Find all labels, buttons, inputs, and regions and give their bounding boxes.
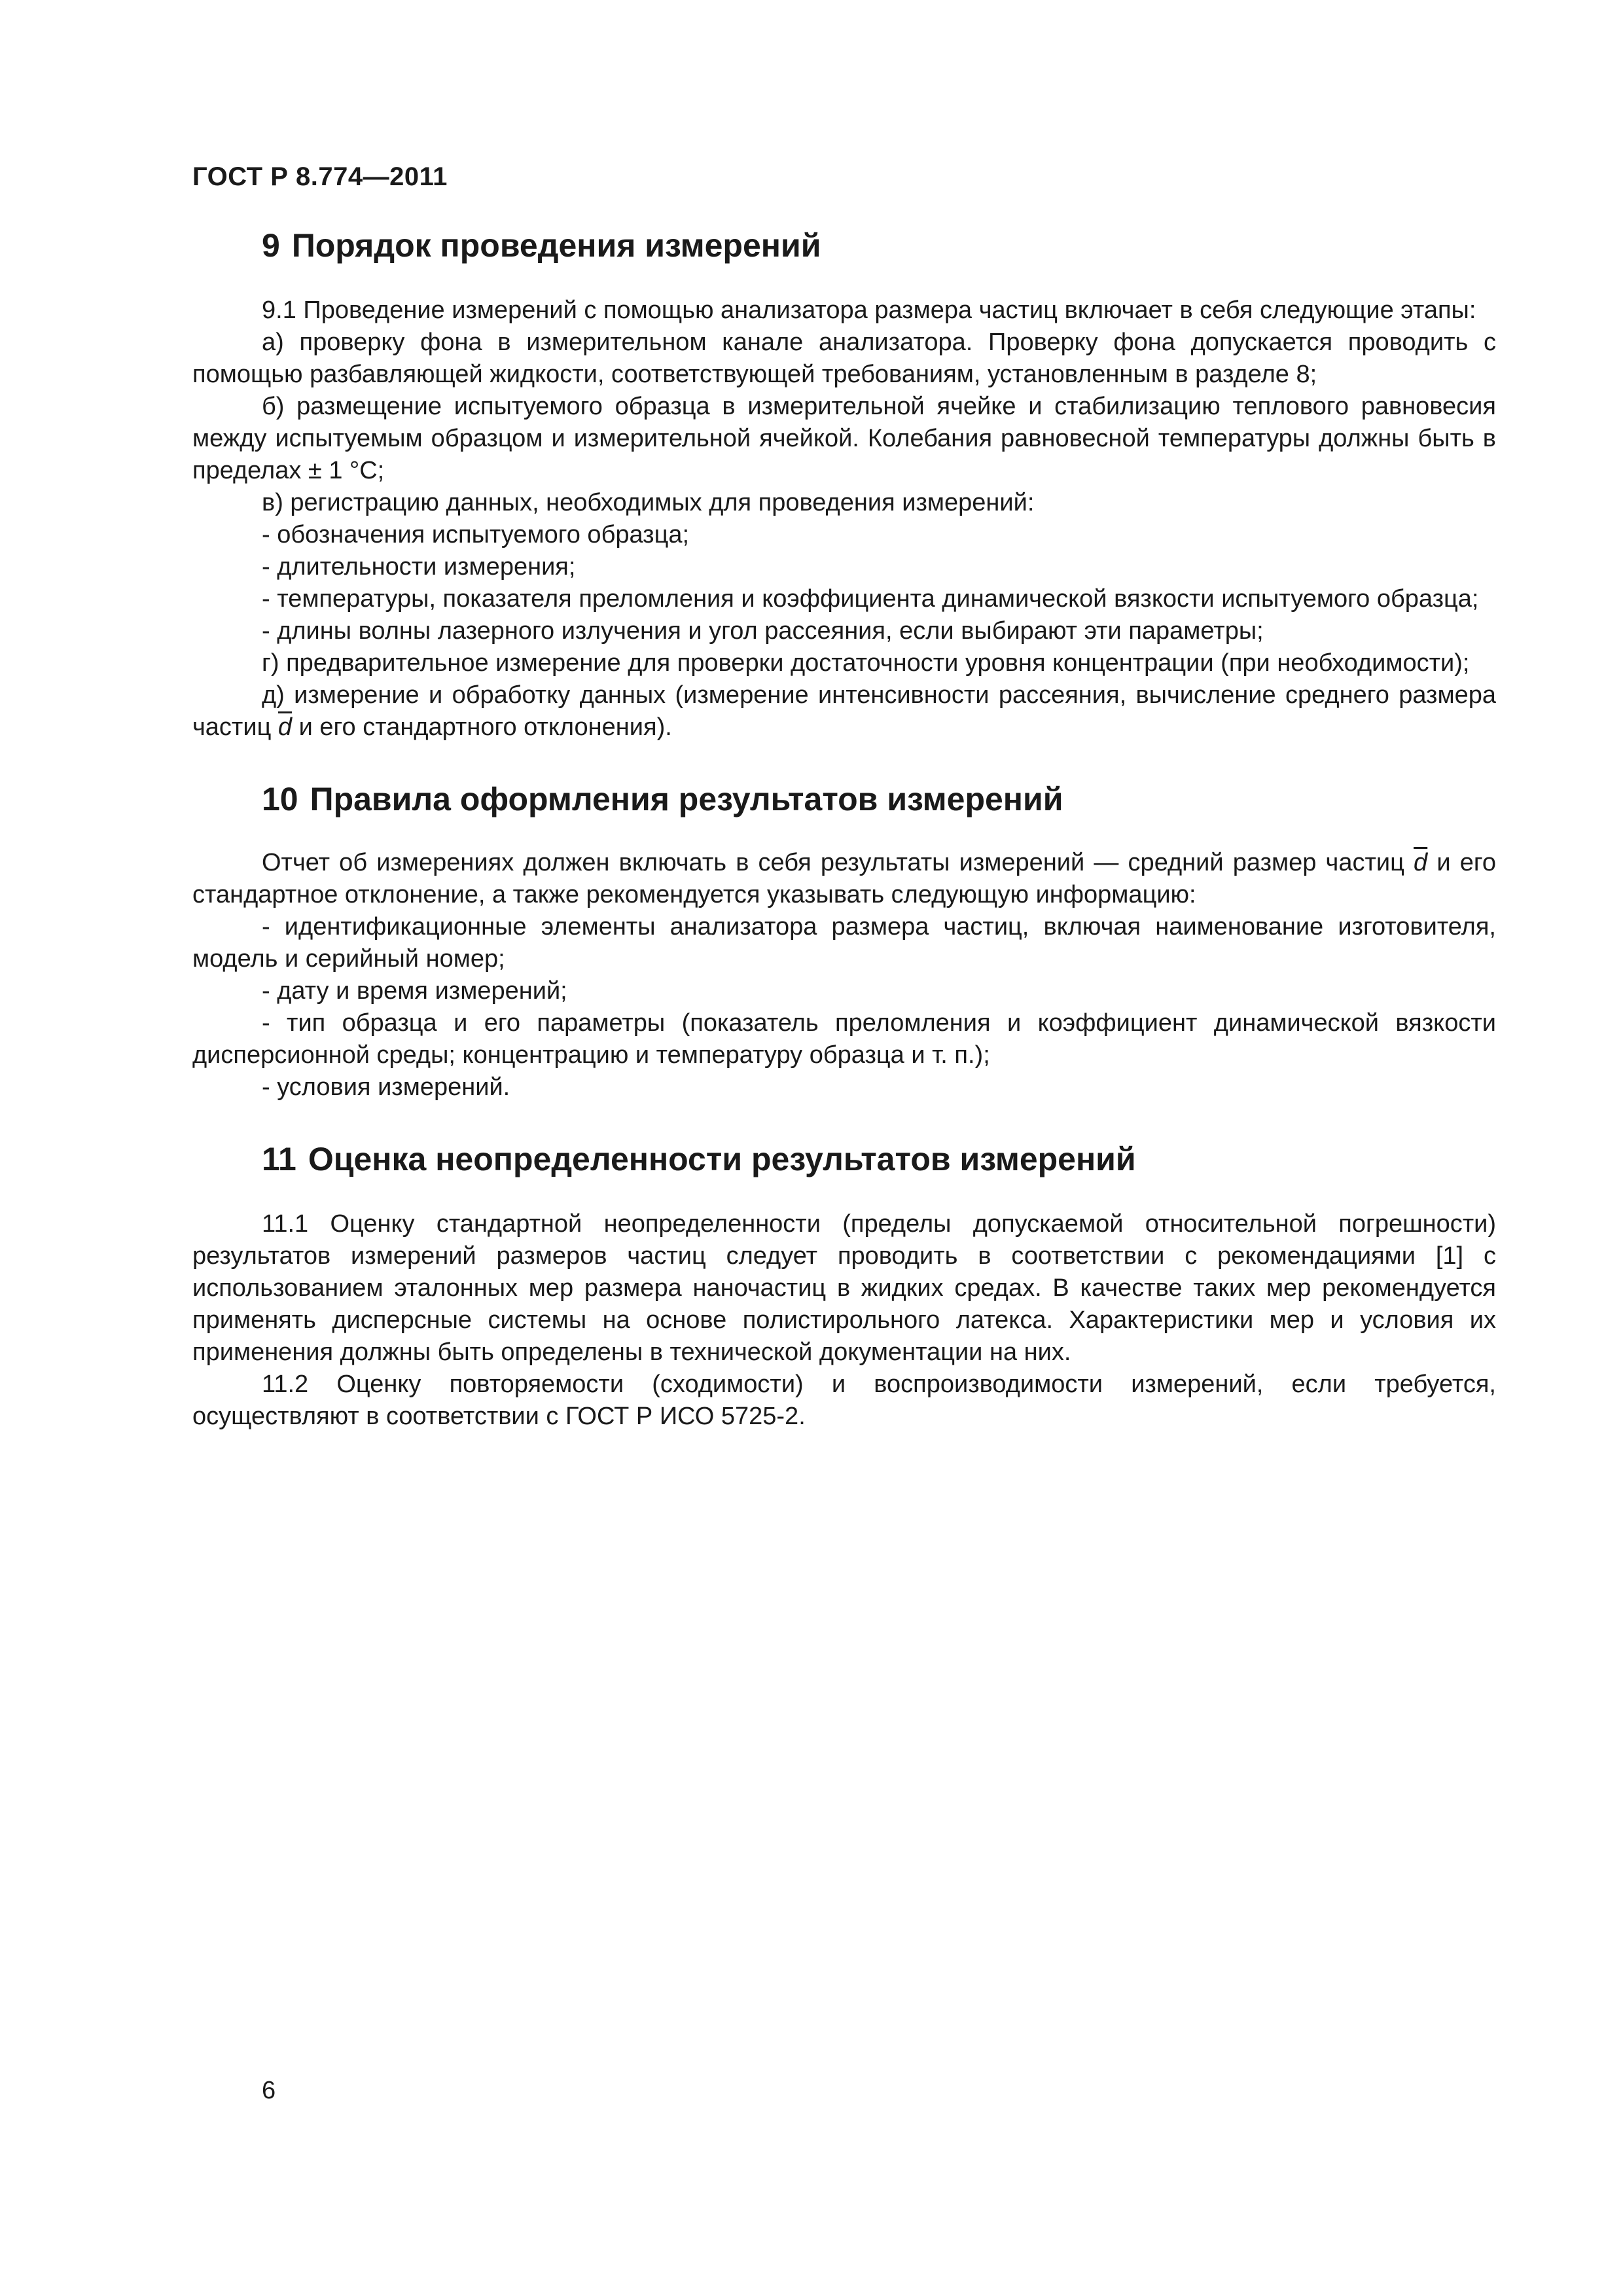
section-11-paragraph: 11.1 Оценку стандартной неопределенности (пределы допускаемой относительной погрешности) результатов измерений размеров частиц следует проводить в соответствии с рекомендациями [1] с использованием эталонных мер размера наночастиц в жидких средах. В качестве таких мер рекомендуется применять дисперсные системы на основе полистирольного латекса. Характеристики мер и условия их применения должны быть определены в технической документации на них. [192, 1210, 1496, 1366]
section-10-title: Правила оформления результатов измерений [310, 781, 1063, 817]
section-9-list-item: - длительности измерения; [262, 553, 576, 581]
section-10-heading [192, 776, 1496, 822]
section-10-paragraph [192, 847, 1496, 911]
document-body [192, 223, 1496, 1433]
section-9-heading [192, 223, 1496, 268]
section-9-list-item: - длины волны лазерного излучения и угол рассеяния, если выбирают эти параметры; [262, 617, 1264, 645]
section-9-paragraph: 9.1 Проведение измерений с помощью анализатора размера частиц включает в себя следующие этапы: [262, 296, 1476, 324]
section-10-number: 10 [262, 781, 298, 817]
mean-diameter-symbol: $\overline{d}$ [1414, 849, 1428, 876]
section-11-title: Оценка неопределенности результатов измерений [308, 1141, 1136, 1177]
section-9-paragraph: а) проверку фона в измерительном канале анализатора. Проверку фона допускается проводить с помощью разбавляющей жидкости, соответствующей требованиям, установленным в разделе 8; [192, 329, 1496, 388]
page-number: 6 [262, 2077, 276, 2104]
section-10-list-item: - условия измерений. [262, 1073, 510, 1101]
section-10-list-item: - идентификационные элементы анализатора размера частиц, включая наименование изготовителя, модель и серийный номер; [192, 913, 1496, 973]
section-9-paragraph [192, 679, 1496, 744]
section-9-paragraph: г) предварительное измерение для проверки достаточности уровня концентрации (при необходимости); [262, 649, 1470, 677]
section-9-list-item: - обозначения испытуемого образца; [262, 521, 690, 548]
text-fragment: Отчет об измерениях должен включать в себя результаты измерений — средний размер частиц [262, 849, 1414, 876]
text-fragment: и его стандартного отклонения). [292, 713, 672, 741]
section-11-paragraph: 11.2 Оценку повторяемости (сходимости) и воспроизводимости измерений, если требуется, осуществляют в соответствии с ГОСТ Р ИСО 5725-2. [192, 1371, 1496, 1430]
section-9-number: 9 [262, 227, 280, 264]
section-10-list-item: - дату и время измерений; [262, 977, 567, 1005]
text-fragment: и его стандартное отклонение, а также рекомендуется указывать следующую информацию: [192, 849, 1497, 908]
section-9-title: Порядок проведения измерений [291, 227, 821, 264]
section-10-list-item: - тип образца и его параметры (показатель преломления и коэффициент динамической вязкости дисперсионной среды; концентрацию и температуру образца и т. п.); [192, 1009, 1496, 1069]
section-9-list-item: - температуры, показателя преломления и коэффициента динамической вязкости испытуемого образца; [262, 585, 1479, 613]
text-fragment: д) измерение и обработку данных (измерение интенсивности рассеяния, вычисление среднего размера частиц [192, 681, 1496, 741]
section-11-heading [192, 1136, 1496, 1182]
mean-diameter-symbol: $\overline{d}$ [277, 713, 293, 741]
document-header: ГОСТ Р 8.774—2011 [192, 162, 448, 191]
section-9-paragraph: б) размещение испытуемого образца в измерительной ячейке и стабилизацию теплового равновесия между испытуемым образцом и измерительной ячейкой. Колебания равновесной температуры должны быть в пределах ± 1 °С; [192, 393, 1496, 484]
section-11-number: 11 [262, 1141, 296, 1177]
section-9-paragraph: в) регистрацию данных, необходимых для проведения измерений: [262, 489, 1035, 516]
